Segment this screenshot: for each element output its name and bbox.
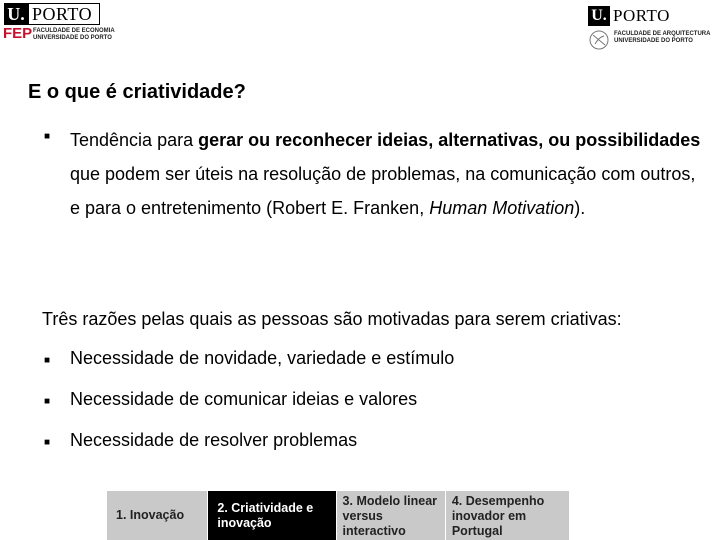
nav-item-inovacao[interactable] xyxy=(107,491,207,540)
list-item xyxy=(44,430,357,451)
porto-wordmark: PORTO xyxy=(32,4,93,24)
reasons-intro: Três razões pelas quais as pessoas são motivadas para serem criativas: xyxy=(42,309,622,329)
square-bullet-icon: ■ xyxy=(44,396,51,407)
nav-item-modelo[interactable] xyxy=(337,491,445,540)
fa-faculty-lines xyxy=(614,31,710,45)
definition-bullet xyxy=(44,123,704,263)
definition-text xyxy=(70,123,710,225)
u-porto-mark: U. xyxy=(4,3,28,25)
square-bullet-icon: ■ xyxy=(44,131,51,142)
fep-faculty-lines xyxy=(33,28,115,42)
list-item xyxy=(44,389,417,410)
definition-suffix: ). xyxy=(574,198,586,218)
book-title: Human Motivation xyxy=(429,198,575,218)
nav-item-label: 2. Criatividade e inovação xyxy=(217,500,314,530)
nav-item-label: 4. Desempenho inovador em Portugal xyxy=(451,494,545,538)
definition-bold: gerar ou reconhecer ideias, alternativas, ou possibilidades xyxy=(198,130,701,150)
porto-wordmark: PORTO xyxy=(613,6,670,25)
fep-abbreviation: FEP xyxy=(3,25,33,42)
list-item xyxy=(44,348,454,369)
university-line: UNIVERSIDADE DO PORTO xyxy=(614,38,693,44)
fa-logo xyxy=(586,4,720,54)
faculty-line: FACULDADE DE ECONOMIA xyxy=(33,28,115,34)
faculty-line: FACULDADE DE ARQUITECTURA xyxy=(614,31,711,37)
reason-text: Necessidade de resolver problemas xyxy=(70,430,358,450)
square-bullet-icon: ■ xyxy=(44,437,51,448)
square-bullet-icon: ■ xyxy=(44,355,51,366)
u-porto-mark: U. xyxy=(588,6,610,26)
nav-item-label: 1. Inovação xyxy=(116,508,185,522)
section-navigation xyxy=(107,491,569,540)
reason-text: Necessidade de novidade, variedade e estímulo xyxy=(70,348,455,368)
slide-title: E o que é criatividade? xyxy=(28,81,246,103)
architecture-emblem-icon xyxy=(588,29,610,51)
nav-item-label: 3. Modelo linear versus interactivo xyxy=(342,494,438,538)
fep-logo xyxy=(0,0,122,46)
definition-prefix: Tendência para xyxy=(70,130,199,150)
nav-item-criatividade[interactable] xyxy=(208,491,335,540)
reason-text: Necessidade de comunicar ideias e valores xyxy=(70,389,418,409)
university-line: UNIVERSIDADE DO PORTO xyxy=(33,35,112,41)
definition-middle: que podem ser úteis na resolução de problemas, na comunicação com outros, e para o entretenimento (Robert E. Franken, xyxy=(70,164,696,218)
nav-item-desempenho[interactable] xyxy=(446,491,569,540)
